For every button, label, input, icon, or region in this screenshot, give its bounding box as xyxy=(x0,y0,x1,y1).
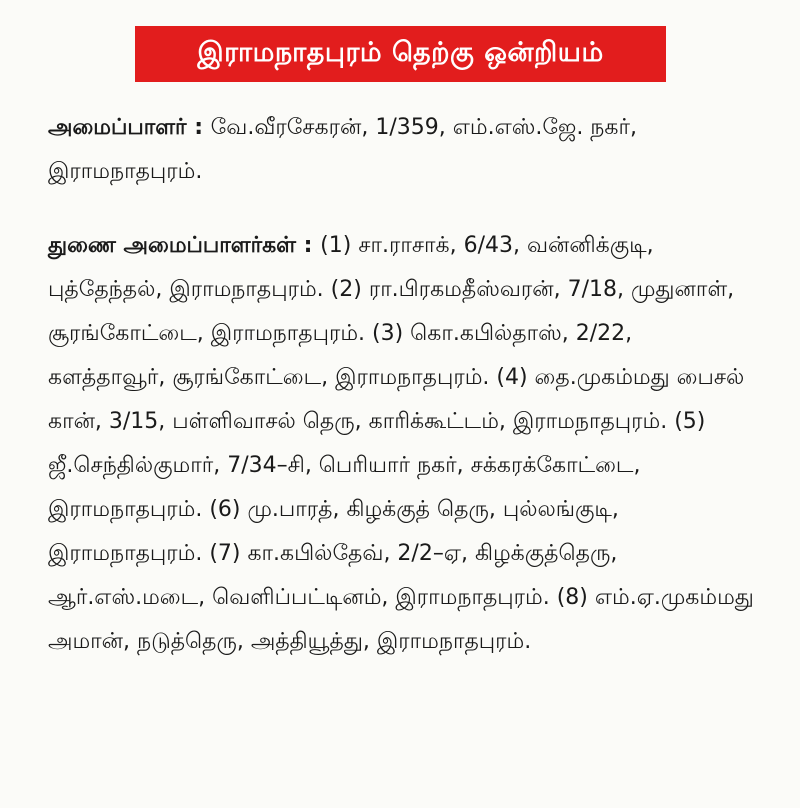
organizer-paragraph xyxy=(48,106,754,194)
organizer-text: வே.வீரசேகரன், 1/359, எம்.எஸ்.ஜே. நகர், இராமநாதபுரம். xyxy=(48,115,637,184)
page-title: இராமநாதபுரம் தெற்கு ஒன்றியம் xyxy=(197,36,604,68)
organizer-label: அமைப்பாளர் : xyxy=(48,115,211,140)
deputy-organizers-label: துணை அமைப்பாளர்கள் : xyxy=(48,233,321,258)
article-body xyxy=(48,106,754,664)
deputy-organizers-text: (1) சா.ராசாக், 6/43, வன்னிக்குடி, புத்தேந்தல், இராமநாதபுரம். (2) ரா.பிரகமதீஸ்வரன், 7/18, முதுனாள், சூரங்கோட்டை, இராமநாதபுரம். (3) கொ.கபில்தாஸ், 2/22, களத்தாவூர், சூரங்கோட்டை, இராமநாதபுரம். (4) தை.முகம்மது பைசல் கான், 3/15, பள்ளிவாசல் தெரு, காரிக்கூட்டம், இராமநாதபுரம். (5) ஜீ.செந்தில்குமார், 7/34–சி, பெரியார் நகர், சக்கரக்கோட்டை, இராமநாதபுரம். (6) மு.பாரத், கிழக்குத் தெரு, புல்லங்குடி, இராமநாதபுரம். (7) கா.கபில்தேவ், 2/2–ஏ, கிழக்குத்தெரு, ஆர்.எஸ்.மடை, வெளிப்பட்டினம், இராமநாதபுரம். (8) எம்.ஏ.முகம்மது அமான், நடுத்தெரு, அத்தியூத்து, இராமநாதபுரம். xyxy=(48,233,754,654)
deputy-organizers-paragraph xyxy=(48,224,754,664)
title-banner xyxy=(135,26,666,82)
